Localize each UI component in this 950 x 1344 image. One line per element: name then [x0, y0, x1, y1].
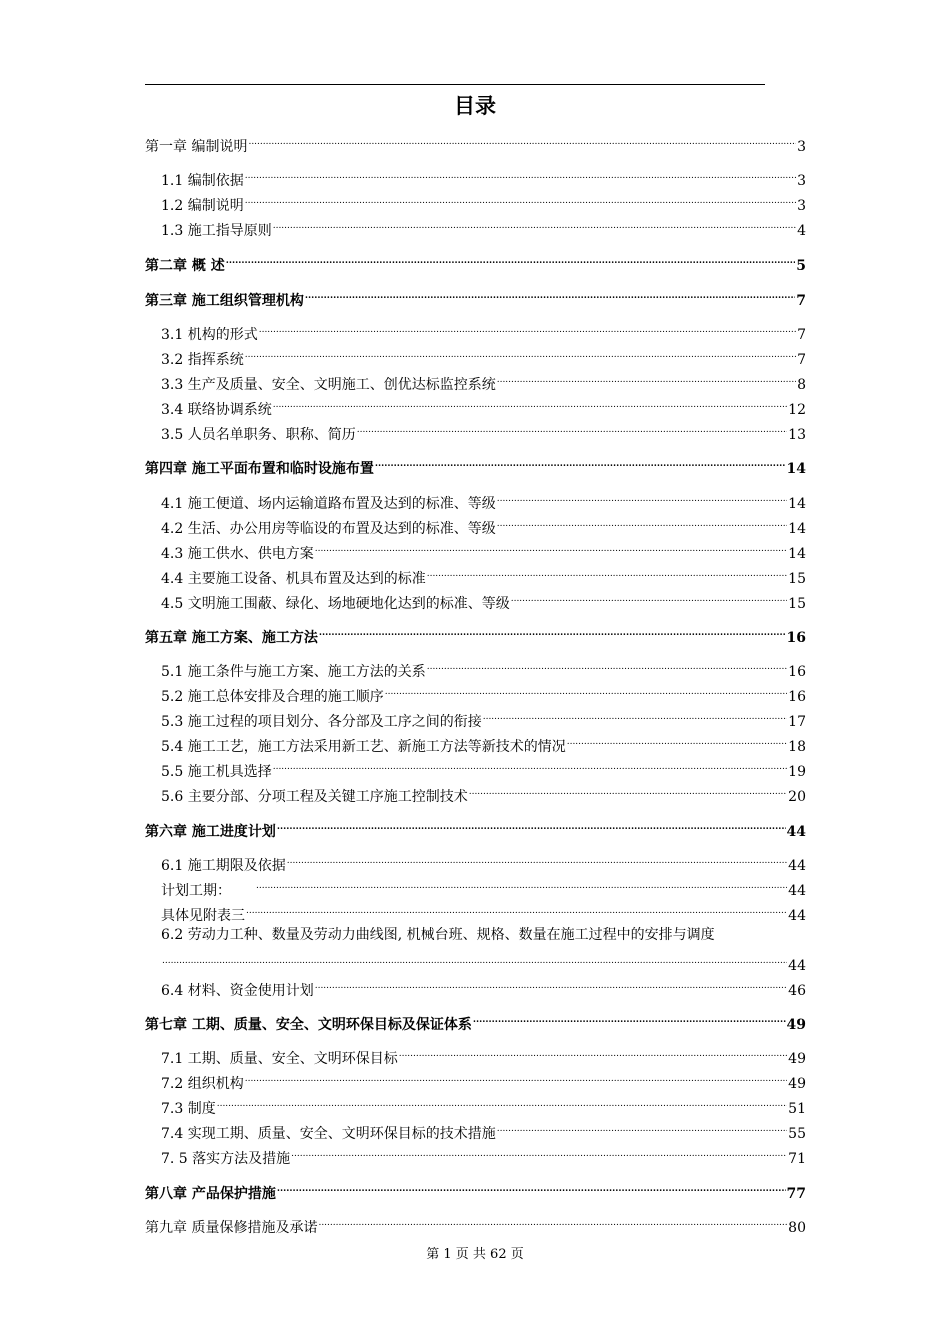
toc-entry[interactable] [161, 588, 806, 614]
toc-entry-title: 第六章 施工进度计划 [145, 824, 276, 840]
toc-leader-dots [375, 453, 786, 473]
toc-leader-dots [291, 1143, 787, 1163]
toc-entry-page: 71 [788, 1151, 806, 1167]
toc-entry[interactable] [161, 850, 806, 876]
toc-entry-title: 7.2 组织机构 [161, 1076, 244, 1092]
toc-entry-title: 1.2 编制说明 [161, 198, 244, 214]
toc-entry[interactable] [161, 419, 806, 445]
toc-entry-page: 14 [788, 546, 806, 562]
toc-entry-title: 5.5 施工机具选择 [161, 764, 272, 780]
toc-entry-page: 20 [788, 789, 806, 805]
toc-entry-title: 计划工期： [161, 883, 231, 899]
toc-entry[interactable] [161, 781, 806, 807]
toc-entry-page: 5 [796, 258, 806, 274]
toc-entry-title: 4.4 主要施工设备、机具布置及达到的标准 [161, 571, 426, 587]
toc-leader-dots [427, 656, 787, 676]
toc-entry[interactable] [161, 513, 806, 539]
toc-leader-dots [246, 900, 787, 920]
toc-leader-dots [497, 1118, 787, 1138]
toc-entry-page: 44 [786, 824, 806, 840]
toc-entry[interactable] [161, 165, 806, 191]
toc-entry-page: 17 [788, 714, 806, 730]
toc-entry-title: 3.3 生产及质量、安全、文明施工、创优达标监控系统 [161, 377, 496, 393]
toc-entry-6-2-line1[interactable]: 6.2 劳动力工种、数量及劳动力曲线图, 机械台班、规格、数量在施工过程中的安排与调度 [161, 927, 715, 943]
toc-entry[interactable] [161, 394, 806, 420]
toc-entry[interactable] [145, 285, 806, 311]
toc-entry-title: 7. 5 落实方法及措施 [161, 1151, 291, 1167]
toc-entry-page: 12 [788, 402, 806, 418]
toc-entry[interactable] [161, 950, 806, 976]
toc-entry-page: 49 [788, 1076, 806, 1092]
toc-entry-page: 46 [788, 983, 806, 999]
toc-entry-title: 6.4 材料、资金使用计划 [161, 983, 314, 999]
toc-leader-dots [226, 250, 796, 270]
toc-entry[interactable] [161, 1118, 806, 1144]
toc-entry[interactable] [161, 656, 806, 682]
toc-entry[interactable] [161, 538, 806, 564]
toc-leader-dots [427, 563, 787, 583]
toc-leader-dots [217, 1093, 787, 1113]
toc-leader-dots [357, 419, 787, 439]
toc-entry-page: 3 [797, 173, 806, 189]
toc-entry-page: 7 [797, 352, 806, 368]
toc-entry-page: 13 [788, 427, 806, 443]
toc-entry-title: 5.3 施工过程的项目划分、各分部及工序之间的衔接 [161, 714, 482, 730]
toc-entry-page: 55 [788, 1126, 806, 1142]
toc-entry[interactable] [145, 1212, 806, 1238]
toc-leader-dots [259, 319, 796, 339]
toc-entry-page: 51 [788, 1101, 806, 1117]
toc-entry-page: 44 [788, 958, 806, 974]
toc-entry-title: 5.1 施工条件与施工方案、施工方法的关系 [161, 664, 426, 680]
toc-entry-title: 第三章 施工组织管理机构 [145, 293, 304, 309]
toc-leader-dots [315, 538, 787, 558]
toc-entry[interactable] [145, 131, 806, 157]
toc-entry-page: 15 [788, 571, 806, 587]
toc-entry[interactable] [161, 900, 806, 926]
toc-entry-page: 8 [797, 377, 806, 393]
toc-entry[interactable] [145, 816, 806, 842]
toc-leader-dots [497, 488, 787, 508]
toc-entry-title: 7.3 制度 [161, 1101, 216, 1117]
toc-leader-dots [318, 1212, 787, 1232]
toc-entry-page: 80 [788, 1220, 806, 1236]
toc-entry-title: 5.4 施工工艺，施工方法采用新工艺、新施工方法等新技术的情况 [161, 739, 566, 755]
toc-entry-page: 14 [788, 496, 806, 512]
toc-leader-dots [245, 1068, 787, 1088]
toc-entry-title: 3.2 指挥系统 [161, 352, 244, 368]
toc-entry-title: 第二章 概 述 [145, 258, 225, 274]
toc-leader-dots [315, 975, 787, 995]
toc-entry-page: 19 [788, 764, 806, 780]
toc-entry[interactable] [161, 215, 806, 241]
toc-entry-page: 16 [788, 689, 806, 705]
toc-leader-dots [567, 731, 787, 751]
toc-entry[interactable] [161, 756, 806, 782]
toc-entry-page: 3 [797, 198, 806, 214]
toc-leader-dots [385, 681, 787, 701]
toc-entry[interactable] [161, 1093, 806, 1119]
toc-leader-dots [497, 369, 796, 389]
toc-entry[interactable] [161, 706, 806, 732]
header-rule [145, 84, 765, 85]
toc-entry-title: 1.3 施工指导原则 [161, 223, 272, 239]
toc-entry-title: 第四章 施工平面布置和临时设施布置 [145, 461, 374, 477]
toc-entry-title: 第一章 编制说明 [145, 139, 248, 155]
toc-leader-dots [277, 1178, 786, 1198]
toc-entry[interactable] [161, 488, 806, 514]
toc-entry[interactable] [145, 453, 806, 479]
toc-leader-dots [497, 513, 787, 533]
toc-entry-title: 5.2 施工总体安排及合理的施工顺序 [161, 689, 384, 705]
toc-entry-page: 3 [797, 139, 806, 155]
toc-entry-page: 18 [788, 739, 806, 755]
toc-entry-page: 15 [788, 596, 806, 612]
toc-leader-dots [245, 190, 796, 210]
toc-entry-title: 第八章 产品保护措施 [145, 1186, 276, 1202]
toc-entry-page: 4 [797, 223, 806, 239]
toc-entry-title: 第七章 工期、质量、安全、文明环保目标及保证体系 [145, 1017, 472, 1033]
toc-entry-title: 具体见附表三 [161, 908, 245, 924]
toc-entry-page: 49 [788, 1051, 806, 1067]
toc-leader-dots [245, 165, 796, 185]
toc-entry-title: 4.3 施工供水、供电方案 [161, 546, 314, 562]
toc-leader-dots [483, 706, 787, 726]
page-footer: 第 1 页 共 62 页 [426, 1247, 524, 1262]
toc-entry-page: 14 [788, 521, 806, 537]
toc-entry-title: 3.4 联络协调系统 [161, 402, 272, 418]
toc-entry-page: 7 [796, 293, 806, 309]
toc-leader-dots [277, 816, 786, 836]
toc-entry[interactable] [145, 622, 806, 648]
toc-entry-title: 7.1 工期、质量、安全、文明环保目标 [161, 1051, 398, 1067]
toc-leader-dots [305, 285, 795, 305]
toc-entry-page: 49 [786, 1017, 806, 1033]
toc-entry[interactable] [161, 563, 806, 589]
toc-entry[interactable] [161, 1043, 806, 1069]
toc-entry-page: 7 [797, 327, 806, 343]
toc-entry-title: 3.1 机构的形式 [161, 327, 258, 343]
toc-leader-dots [287, 850, 787, 870]
toc-entry-title: 6.1 施工期限及依据 [161, 858, 286, 874]
toc-entry-title: 5.6 主要分部、分项工程及关键工序施工控制技术 [161, 789, 468, 805]
toc-entry[interactable] [161, 1143, 806, 1169]
toc-leader-dots [256, 875, 787, 895]
toc-entry-page: 44 [788, 908, 806, 924]
toc-leader-dots [245, 344, 796, 364]
toc-entry[interactable] [161, 369, 806, 395]
toc-entry[interactable] [161, 875, 806, 901]
toc-leader-dots [248, 131, 796, 151]
toc-leader-dots [473, 1009, 786, 1029]
toc-entry-page: 16 [786, 630, 806, 646]
toc-entry-title: 4.5 文明施工围蔽、绿化、场地硬地化达到的标准、等级 [161, 596, 510, 612]
toc-leader-dots [273, 215, 796, 235]
toc-leader-dots [273, 394, 787, 414]
toc-entry-title: 7.4 实现工期、质量、安全、文明环保目标的技术措施 [161, 1126, 496, 1142]
toc-entry[interactable] [145, 1009, 806, 1035]
toc-entry[interactable] [161, 319, 806, 345]
toc-leader-dots [273, 756, 787, 776]
toc-entry-title: 3.5 人员名单职务、职称、简历 [161, 427, 356, 443]
toc-entry[interactable] [161, 1068, 806, 1094]
toc-entry[interactable] [161, 731, 806, 757]
toc-entry[interactable] [161, 975, 806, 1001]
toc-leader-dots [469, 781, 787, 801]
toc-entry[interactable] [161, 681, 806, 707]
toc-entry[interactable] [161, 190, 806, 216]
toc-leader-dots [511, 588, 787, 608]
toc-entry[interactable] [145, 250, 806, 276]
toc-entry-title: 1.1 编制依据 [161, 173, 244, 189]
toc-entry[interactable] [161, 344, 806, 370]
toc-leader-dots [162, 950, 787, 970]
toc-entry-page: 16 [788, 664, 806, 680]
page-title: 目录 [454, 94, 496, 118]
toc-entry-page: 77 [786, 1186, 806, 1202]
toc-entry-title: 4.2 生活、办公用房等临设的布置及达到的标准、等级 [161, 521, 496, 537]
toc-leader-dots [319, 622, 786, 642]
toc-entry-title: 第九章 质量保修措施及承诺 [145, 1220, 318, 1236]
toc-entry-title: 4.1 施工便道、场内运输道路布置及达到的标准、等级 [161, 496, 496, 512]
toc-entry-title: 第五章 施工方案、施工方法 [145, 630, 318, 646]
toc-entry-page: 44 [788, 883, 806, 899]
toc-entry-page: 14 [786, 461, 806, 477]
toc-entry-page: 44 [788, 858, 806, 874]
toc-entry[interactable] [145, 1178, 806, 1204]
toc-leader-dots [399, 1043, 787, 1063]
